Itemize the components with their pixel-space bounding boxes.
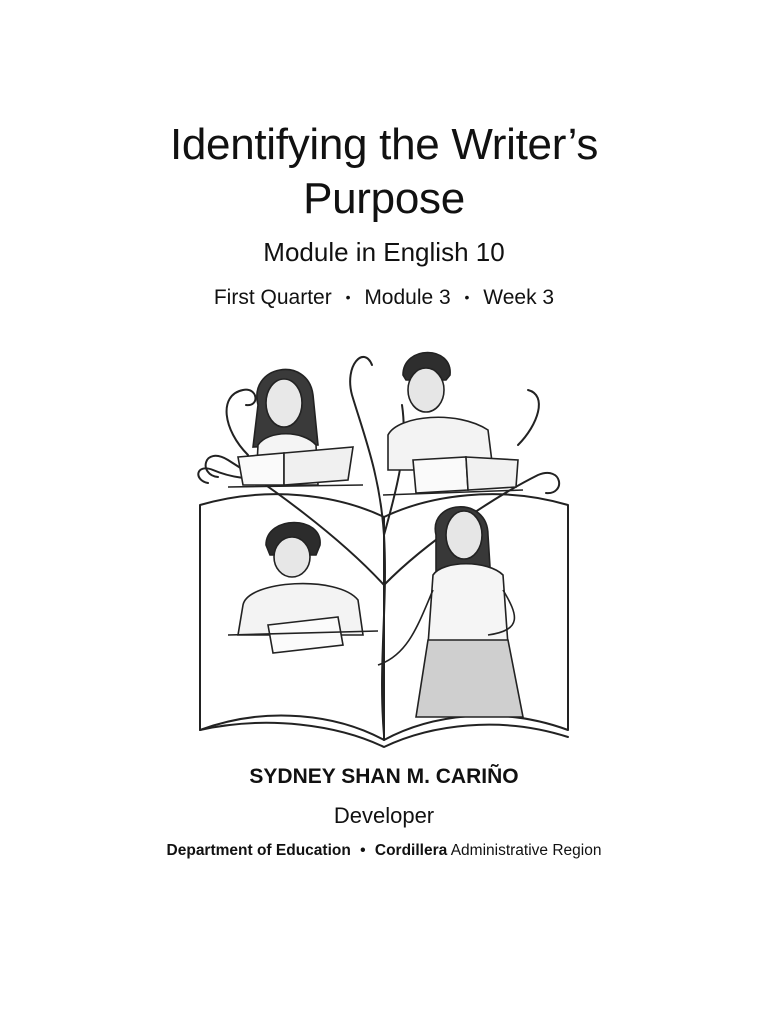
separator-dot: • [464,289,470,305]
separator-dot: • [345,289,351,305]
module-meta [0,284,768,313]
module-subtitle: Module in English 10 [263,237,505,267]
region-name-bold: Cordillera [374,842,448,859]
organization-line [0,840,768,862]
region-name-rest: Administrative Region [450,842,602,859]
author-role: Developer [333,803,435,828]
author-name: SYDNEY SHAN M. CARIÑO [249,765,519,788]
week-label: Week 3 [483,286,555,309]
title-line-2: Purpose [303,174,465,223]
department-name: Department of Education [166,842,351,859]
module-title [0,118,768,226]
module-number-label: Module 3 [364,286,451,309]
students-illustration-icon [188,335,580,750]
separator-dot: • [360,842,366,859]
title-line-1: Identifying the Writer’s [169,120,599,169]
quarter-label: First Quarter [213,286,332,309]
